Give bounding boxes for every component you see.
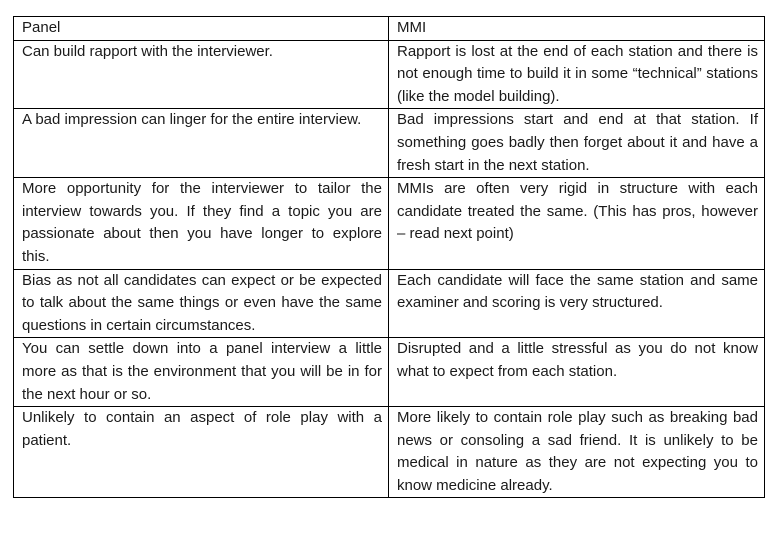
header-panel: Panel xyxy=(14,17,389,41)
header-mmi: MMI xyxy=(389,17,765,41)
panel-cell: Bias as not all candidates can expect or be expected to talk about the same things or even have the same questions in certain circumstances. xyxy=(14,269,389,338)
table-row xyxy=(14,269,765,338)
panel-cell: A bad impression can linger for the entire interview. xyxy=(14,109,389,178)
mmi-cell: Each candidate will face the same station and same examiner and scoring is very structured. xyxy=(389,269,765,338)
header-row xyxy=(14,17,765,41)
mmi-cell: More likely to contain role play such as breaking bad news or consoling a sad friend. It is unlikely to be medical in nature as they are not expecting you to know medicine already. xyxy=(389,407,765,498)
panel-cell: Unlikely to contain an aspect of role play with a patient. xyxy=(14,407,389,498)
table-row xyxy=(14,40,765,109)
table-row xyxy=(14,407,765,498)
comparison-table xyxy=(13,16,765,498)
mmi-cell: Rapport is lost at the end of each station and there is not enough time to build it in some “technical” stations (like the model building). xyxy=(389,40,765,109)
table-row xyxy=(14,338,765,407)
panel-cell: Can build rapport with the interviewer. xyxy=(14,40,389,109)
panel-cell: You can settle down into a panel interview a little more as that is the environment that you will be in for the next hour or so. xyxy=(14,338,389,407)
panel-cell: More opportunity for the interviewer to tailor the interview towards you. If they find a topic you are passionate about then you have longer to explore this. xyxy=(14,178,389,269)
mmi-cell: MMIs are often very rigid in structure with each candidate treated the same. (This has pros, however – read next point) xyxy=(389,178,765,269)
mmi-cell: Disrupted and a little stressful as you do not know what to expect from each station. xyxy=(389,338,765,407)
mmi-cell: Bad impressions start and end at that station. If something goes badly then forget about it and have a fresh start in the next station. xyxy=(389,109,765,178)
table-row xyxy=(14,109,765,178)
table-row xyxy=(14,178,765,269)
